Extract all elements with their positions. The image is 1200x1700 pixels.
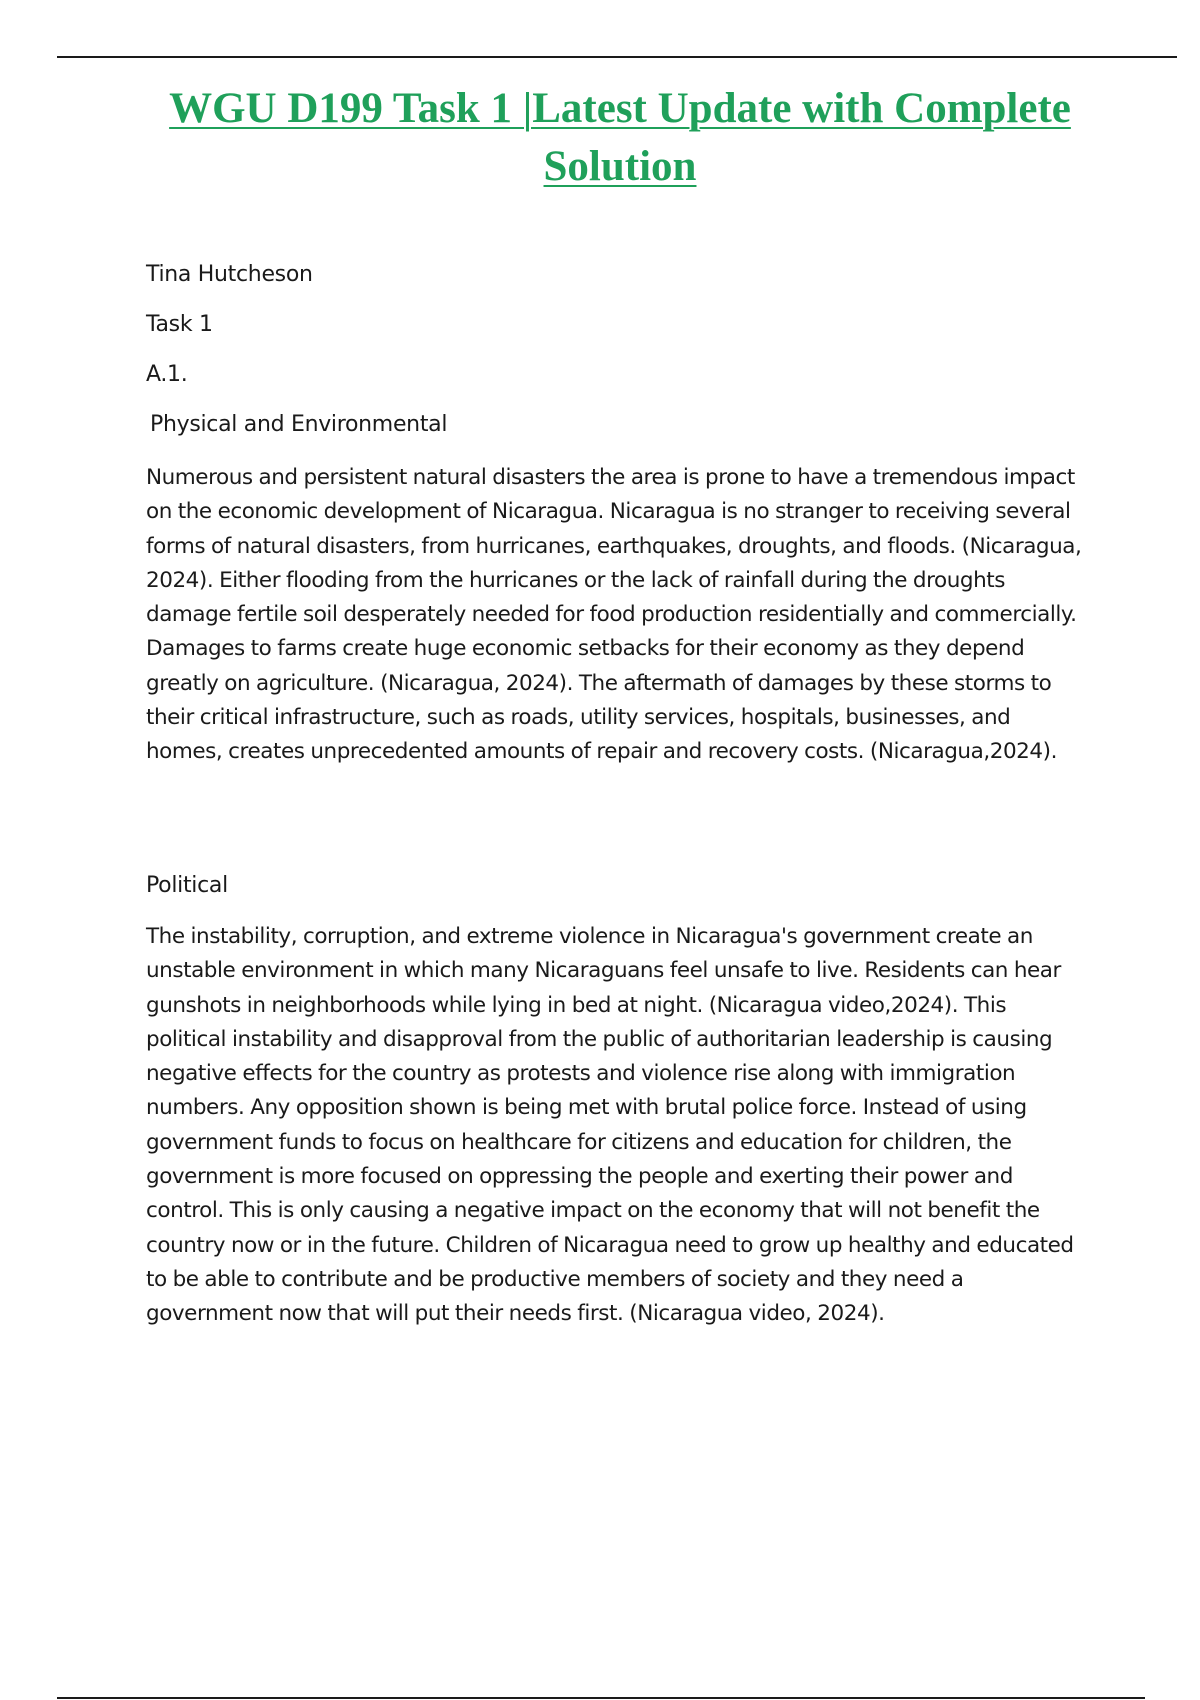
- section-heading-physical: Physical and Environmental: [150, 412, 448, 437]
- section-body-physical: Numerous and persistent natural disasters the area is prone to have a tremendous impact on the economic development of Nicaragua. Nicaragua is no stranger to receiving several forms of natural disasters, from hurricanes, earthquakes, droughts, and floods. (Nicaragua, 2024). Either flooding from the hurricanes or the lack of rainfall during the droughts damage fertile soil desperately needed for food production residentially and commercially. Damages to farms create huge economic setbacks for their economy as they depend greatly on agriculture. (Nicaragua, 2024). The aftermath of damages by these storms to their critical infrastructure, such as roads, utility services, hospitals, businesses, and homes, creates unprecedented amounts of repair and recovery costs. (Nicaragua,2024).: [146, 465, 1082, 765]
- task-label: Task 1: [146, 312, 213, 337]
- section-number: A.1.: [146, 362, 188, 387]
- bottom-rule: [57, 1697, 1145, 1699]
- section-heading-political: Political: [146, 873, 228, 898]
- section-body-political: The instability, corruption, and extreme violence in Nicaragua's government create an unstable environment in which many Nicaraguans feel unsafe to live. Residents can hear gunshots in neighborhoods while lying in bed at night. (Nicaragua video,2024). This political instability and disapproval from the public of authoritarian leadership is causing negative effects for the country as protests and violence rise along with immigration numbers. Any opposition shown is being met with brutal police force. Instead of using government funds to focus on healthcare for citizens and education for children, the government is more focused on oppressing the people and exerting their power and control. This is only causing a negative impact on the economy that will not benefit the country now or in the future. Children of Nicaragua need to grow up healthy and educated to be able to contribute and be productive members of society and they need a government now that will put their needs first. (Nicaragua video, 2024).: [146, 924, 1074, 1327]
- top-rule: [57, 56, 1177, 58]
- document-title-text: WGU D199 Task 1 |Latest Update with Complete Solution: [169, 85, 1071, 190]
- document-title: [120, 80, 1120, 196]
- author-name: Tina Hutcheson: [146, 262, 313, 287]
